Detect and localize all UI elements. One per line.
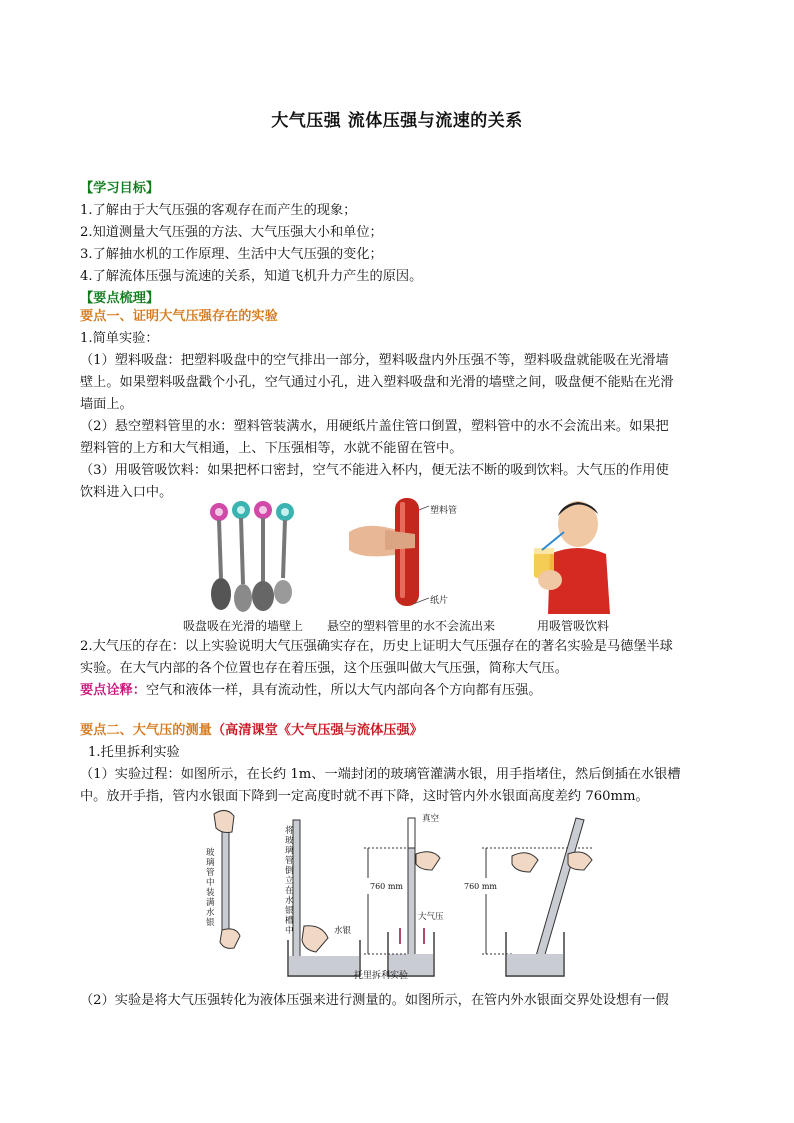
point2-p1-line1: （1）实验过程：如图所示，在长约 1m、一端封闭的玻璃管灌满水银，用手指堵住，然后倒插在水银槽 [80,767,681,782]
torricelli-diagram [192,808,602,986]
point1-note [80,680,720,702]
goal-item: 2.知道测量大气压强的方法、大气压强大小和单位； [80,225,383,240]
point1-p1-line2: 壁上。如果塑料吸盘戳个小孔，空气通过小孔，进入塑料吸盘和光滑的墙壁之间，吸盘便不能贴在光滑 [80,375,674,390]
child-drinking-illustration [528,494,612,614]
suction-cup-icon [210,501,294,521]
point2-heading-line [80,720,720,742]
point1-p1-line3: 墙面上。 [80,397,133,412]
point2-heading-extra: （高清课堂《大气压强与流体压强》 [211,723,423,738]
point1-sub2-line2: 实验。在大气内部的各个位置也存在着压强，这个压强叫做大气压强，简称大气压。 [80,661,568,676]
key-points-heading: 【要点梳理】 [80,291,160,306]
point2-p1-line2: 中。放开手指，管内水银面下降到一定高度时就不再下降，这时管内外水银面高度差约 760mm。 [80,789,649,804]
goal-item: 3.了解抽水机的工作原理、生活中大气压强的变化； [80,247,383,262]
label-tube-filled: 玻璃管中装满水银 [206,848,215,928]
point1-heading: 要点一、证明大气压强存在的实验 [80,309,278,324]
diagram-caption: 托里拆利实验 [354,971,409,981]
label-mercury: 水银 [334,926,352,936]
point1-p3-line1: （3）用吸管吸饮料：如果把杯口密封，空气不能进入杯内，便无法不断的吸到饮料。大气压的作用使 [80,463,669,478]
point1-p2-line1: （2）悬空塑料管里的水：塑料管装满水，用硬纸片盖住管口倒置，塑料管中的水不会流出来。如果把 [80,419,669,434]
note-label: 要点诠释： [80,683,146,698]
suction-cup-hooks-illustration [205,498,305,614]
point1-p2-line2: 塑料管的上方和大气相通，上、下压强相等，水就不能留在管中。 [80,441,463,456]
point2-p2-line1: （2）实验是将大气压强转化为液体压强来进行测量的。如图所示，在管内外水银面交界处设想有一假 [80,993,669,1008]
point2-heading: 要点二、大气压的测量 [80,723,212,738]
page-title: 大气压强 流体压强与流速的关系 [271,111,523,131]
learning-goals-heading: 【学习目标】 [80,181,160,196]
figure-label-tube: 塑料管 [430,506,458,516]
point1-sub1: 1.简单实验： [80,331,159,346]
label-760mm-right: 760 mm [464,882,497,891]
goal-item: 1.了解由于大气压强的客观存在而产生的现象； [80,203,357,218]
figure-caption: 悬空的塑料管里的水不会流出来 [327,619,496,633]
point1-sub2-line1: 2.大气压的存在：以上实验说明大气压强确实存在，历史上证明大气压强存在的著名实验是马德堡半球 [80,639,673,654]
label-760mm-left: 760 mm [370,882,403,891]
point2-sub1: 1.托里拆利实验 [88,745,180,760]
figure-caption: 吸盘吸在光滑的墙壁上 [183,619,304,633]
note-text: 空气和液体一样，具有流动性，所以大气内部向各个方向都有压强。 [145,683,542,698]
point1-p1-line1: （1）塑料吸盘：把塑料吸盘中的空气排出一部分，塑料吸盘内外压强不等，塑料吸盘就能吸在光滑墙 [80,353,669,368]
label-atm-pressure: 大气压 [418,912,444,922]
goal-item: 4.了解流体压强与流速的关系，知道飞机升力产生的原因。 [80,269,423,284]
point1-p3-line2: 饮料进入口中。 [80,485,173,500]
figure-label-paper: 纸片 [430,596,449,606]
label-vacuum: 真空 [422,814,440,824]
figure-caption: 用吸管吸饮料 [537,619,610,633]
label-tube-inverted: 将玻璃管倒立在水银槽中 [285,826,294,936]
